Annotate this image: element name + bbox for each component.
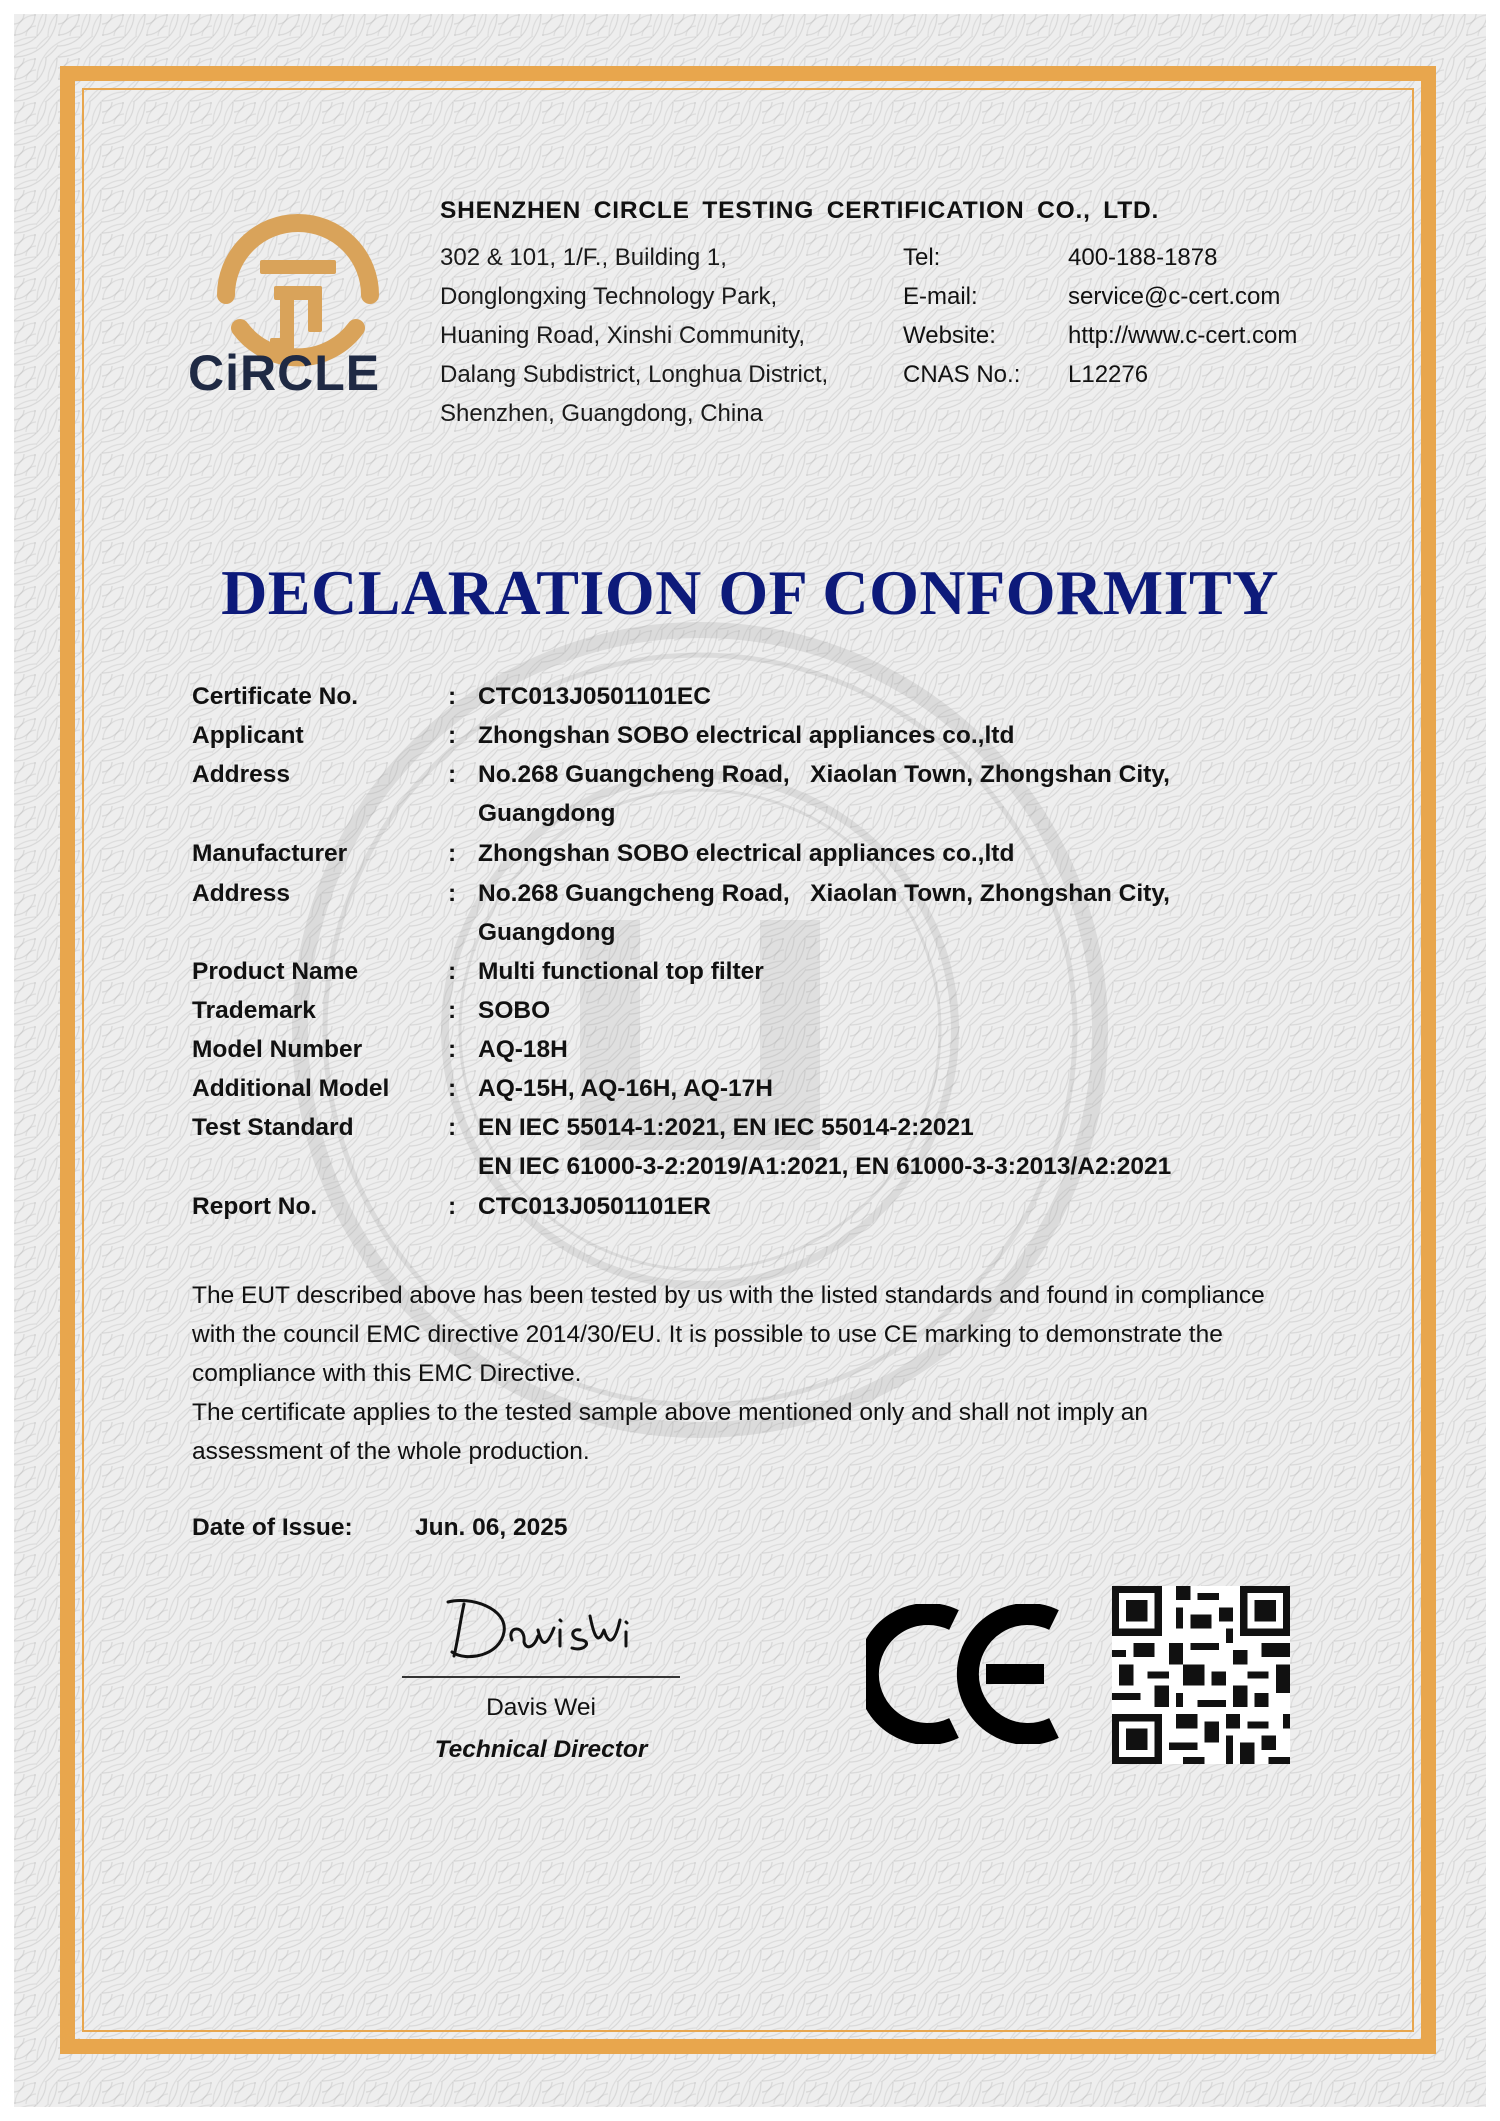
field-value-report-no: CTC013J0501101ER (478, 1193, 711, 1220)
field-label-model-number: Model Number (192, 1036, 363, 1063)
field-value-applicant: Zhongshan SOBO electrical appliances co.,ltd (478, 722, 1015, 749)
company-address-line: Shenzhen, Guangdong, China (440, 400, 763, 427)
date-of-issue-label: Date of Issue: (192, 1514, 353, 1541)
field-value-product-name: Multi functional top filter (478, 958, 764, 985)
signatory-title: Technical Director (434, 1736, 648, 1763)
field-label-additional-model: Additional Model (192, 1075, 390, 1102)
field-label-certificate-no: Certificate No. (192, 683, 359, 710)
field-label-manufacturer: Manufacturer (192, 840, 348, 867)
field-value-applicant-address: No.268 Guangcheng Road, Xiaolan Town, Zhongshan City, (478, 761, 1170, 788)
field-value-manufacturer-address: No.268 Guangcheng Road, Xiaolan Town, Zhongshan City, (478, 880, 1170, 907)
ce-mark-icon (866, 1604, 1066, 1744)
statement-line: with the council EMC directive 2014/30/EU. It is possible to use CE marking to demonstrate the (192, 1321, 1223, 1348)
field-value-manufacturer: Zhongshan SOBO electrical appliances co.,ltd (478, 840, 1015, 867)
statement-line: The certificate applies to the tested sample above mentioned only and shall not imply an (192, 1399, 1149, 1426)
company-name: SHENZHEN CIRCLE TESTING CERTIFICATION CO., LTD. (440, 197, 1160, 224)
field-label-test-standard: Test Standard (192, 1114, 354, 1141)
signatory-name: Davis Wei (486, 1694, 596, 1721)
date-of-issue-value: Jun. 06, 2025 (415, 1514, 568, 1541)
field-colon: : (448, 1075, 457, 1102)
qr-code-icon[interactable] (1112, 1586, 1290, 1764)
field-colon: : (448, 997, 457, 1024)
handwritten-signature (430, 1590, 650, 1670)
field-value-trademark: SOBO (478, 997, 551, 1024)
signature-line (402, 1676, 680, 1678)
field-value-test-standard: EN IEC 55014-1:2021, EN IEC 55014-2:2021 (478, 1114, 974, 1141)
field-label-manufacturer-address: Address (192, 880, 291, 907)
field-label-applicant-address: Address (192, 761, 291, 788)
company-address-line: 302 & 101, 1/F., Building 1, (440, 244, 727, 271)
company-address-line: Donglongxing Technology Park, (440, 283, 778, 310)
contact-label-email: E-mail: (903, 283, 978, 310)
field-colon: : (448, 958, 457, 985)
contact-value-cnas: L12276 (1068, 361, 1149, 388)
field-colon: : (448, 683, 457, 710)
field-label-applicant: Applicant (192, 722, 304, 749)
field-label-product-name: Product Name (192, 958, 359, 985)
company-logo-wordmark: CiRCLE (188, 345, 381, 401)
field-value-additional-model: AQ-15H, AQ-16H, AQ-17H (478, 1075, 773, 1102)
field-colon: : (448, 880, 457, 907)
document-title: DECLARATION OF CONFORMITY (221, 557, 1279, 628)
contact-value-website[interactable]: http://www.c-cert.com (1068, 322, 1298, 349)
field-colon: : (448, 1193, 457, 1220)
field-value-test-standard-cont: EN IEC 61000-3-2:2019/A1:2021, EN 61000-3-3:2013/A2:2021 (478, 1153, 1172, 1180)
contact-value-tel: 400-188-1878 (1068, 244, 1218, 271)
field-colon: : (448, 1036, 457, 1063)
statement-line: assessment of the whole production. (192, 1438, 590, 1465)
field-label-trademark: Trademark (192, 997, 316, 1024)
field-value-model-number: AQ-18H (478, 1036, 568, 1063)
contact-label-website: Website: (903, 322, 996, 349)
field-value-certificate-no: CTC013J0501101EC (478, 683, 711, 710)
field-colon: : (448, 840, 457, 867)
contact-label-tel: Tel: (903, 244, 941, 271)
statement-line: compliance with this EMC Directive. (192, 1360, 582, 1387)
company-address-line: Dalang Subdistrict, Longhua District, (440, 361, 829, 388)
field-colon: : (448, 1114, 457, 1141)
field-colon: : (448, 761, 457, 788)
statement-line: The EUT described above has been tested by us with the listed standards and found in compliance (192, 1282, 1265, 1309)
field-colon: : (448, 722, 457, 749)
contact-value-email[interactable]: service@c-cert.com (1068, 283, 1281, 310)
contact-label-cnas: CNAS No.: (903, 361, 1021, 388)
field-value-manufacturer-address-cont: Guangdong (478, 919, 616, 946)
field-value-applicant-address-cont: Guangdong (478, 800, 616, 827)
company-address-line: Huaning Road, Xinshi Community, (440, 322, 806, 349)
field-label-report-no: Report No. (192, 1193, 318, 1220)
